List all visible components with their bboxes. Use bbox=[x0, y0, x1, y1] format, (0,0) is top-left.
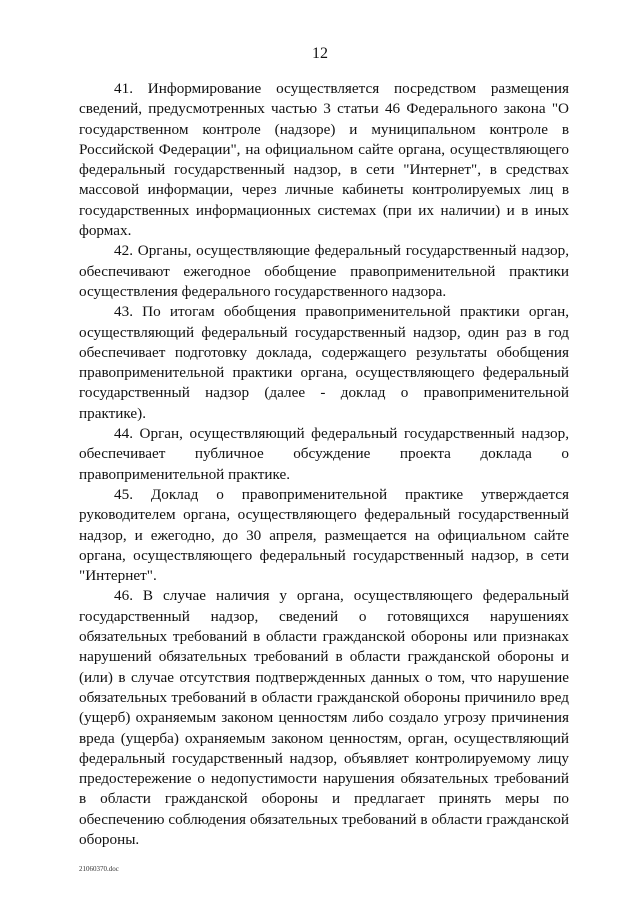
paragraph-41: 41. Информирование осуществляется посредством размещения сведений, предусмотренных частью 3 статьи 46 Федерального закона "О государственном контроле (надзоре) и муниципальном контроле в Российской Федерации", на официальном сайте органа, осуществляющего федеральный государственный надзор, в сети "Интернет", в средствах массовой информации, через личные кабинеты контролируемых лиц в государственных информационных системах (при их наличии) и в иных формах. bbox=[79, 80, 569, 240]
page-number: 12 bbox=[312, 45, 328, 62]
paragraph-44: 44. Орган, осуществляющий федеральный государственный надзор, обеспечивает публичное обсуждение проекта доклада о правоприменительной практике. bbox=[79, 425, 569, 483]
paragraph-43: 43. По итогам обобщения правоприменительной практики орган, осуществляющий федеральный государственный надзор, один раз в год обеспечивает подготовку доклада, содержащего результаты обобщения правоприменительной практики органа, осуществляющего федеральный государственный надзор (далее - доклад о правоприменительной практике). bbox=[79, 303, 569, 422]
paragraph-42: 42. Органы, осуществляющие федеральный государственный надзор, обеспечивают ежегодное обобщение правоприменительной практики осуществления федерального государственного надзора. bbox=[79, 242, 569, 300]
paragraph-46: 46. В случае наличия у органа, осуществляющего федеральный государственный надзор, сведений о готовящихся нарушениях обязательных требований в области гражданской обороны или признаках нарушений обязательных требований в области гражданской обороны и (или) в случае отсутствия подтвержденных данных о том, что нарушение обязательных требований в области гражданской обороны причинило вред (ущерб) охраняемым законом ценностям либо создало угрозу причинения вреда (ущерба) охраняемым законом ценностям, орган, осуществляющий федеральный государственный надзор, объявляет контролируемому лицу предостережение о недопустимости нарушения обязательных требований в области гражданской обороны и предлагает принять меры по обеспечению соблюдения обязательных требований в области гражданской обороны. bbox=[79, 587, 569, 848]
paragraph-45: 45. Доклад о правоприменительной практике утверждается руководителем органа, осуществляющего федеральный государственный надзор, и ежегодно, до 30 апреля, размещается на официальном сайте органа, осуществляющего федеральный государственный надзор, в сети "Интернет". bbox=[79, 485, 569, 585]
document-filename: 21060370.doc bbox=[79, 865, 119, 873]
document-body bbox=[79, 79, 569, 850]
